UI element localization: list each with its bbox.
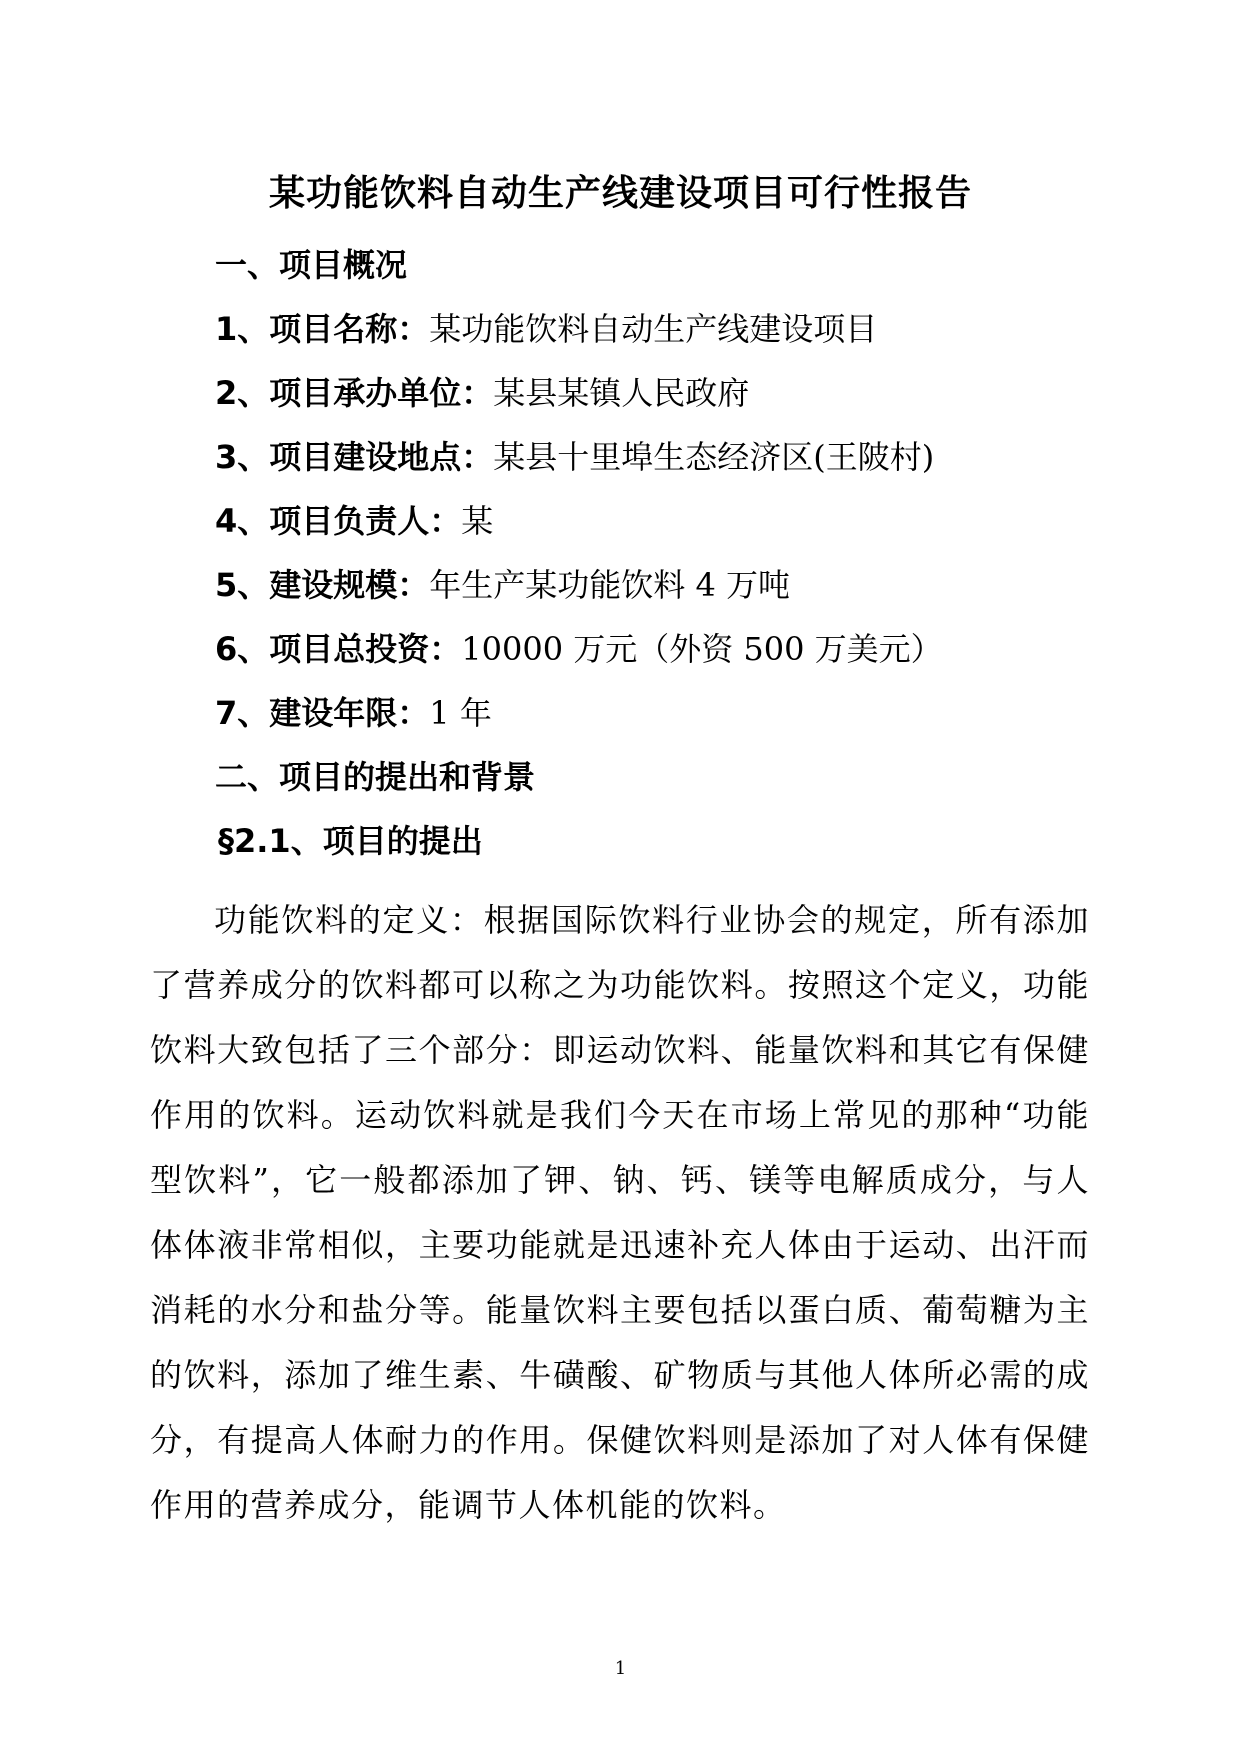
body-paragraph: 功能饮料的定义：根据国际饮料行业协会的规定，所有添加了营养成分的饮料都可以称之为功能饮料。按照这个定义，功能饮料大致包括了三个部分：即运动饮料、能量饮料和其它有保健作用的饮料。运动饮料就是我们今天在市场上常见的那种“功能型饮料”，它一般都添加了钾、钠、钙、镁等电解质成分，与人体体液非常相似，主要功能就是迅速补充人体由于运动、出汗而消耗的水分和盐分等。能量饮料主要包括以蛋白质、葡萄糖为主的饮料，添加了维生素、牛磺酸、矿物质与其他人体所必需的成分，有提高人体耐力的作用。保健饮料则是添加了对人体有保健作用的营养成分，能调节人体机能的饮料。 [150, 901, 1090, 1524]
item-label: 4、项目负责人： [215, 502, 462, 540]
list-item-organizer [215, 371, 749, 415]
list-item-project-name [215, 307, 877, 351]
list-item-scale [215, 563, 790, 607]
page-number: 1 [614, 1658, 627, 1679]
item-value: 1 年 [429, 694, 492, 732]
item-value: 某功能饮料自动生产线建设项目 [429, 310, 878, 348]
list-item-location [215, 435, 934, 479]
list-item-person-in-charge [215, 499, 493, 543]
list-item-investment [215, 627, 943, 671]
subsection-heading: §2.1、项目的提出 [218, 822, 483, 860]
section-heading-background: 二、项目的提出和背景 [215, 758, 536, 796]
page-title: 某功能饮料自动生产线建设项目可行性报告 [268, 173, 972, 214]
item-value: 某 [461, 502, 494, 540]
item-value: 10000 万元（外资 500 万美元） [461, 630, 943, 668]
item-value: 年生产某功能饮料 4 万吨 [429, 566, 790, 604]
section-heading-overview: 一、项目概况 [215, 246, 408, 284]
item-label: 7、建设年限： [215, 694, 430, 732]
item-label: 6、项目总投资： [215, 630, 462, 668]
item-label: 3、项目建设地点： [215, 438, 494, 476]
item-label: 1、项目名称： [215, 310, 430, 348]
list-item-duration [215, 691, 492, 735]
item-value: 某县十里埠生态经济区(王陂村) [493, 438, 935, 476]
item-label: 5、建设规模： [215, 566, 430, 604]
item-label: 2、项目承办单位： [215, 374, 494, 412]
item-value: 某县某镇人民政府 [493, 374, 750, 412]
